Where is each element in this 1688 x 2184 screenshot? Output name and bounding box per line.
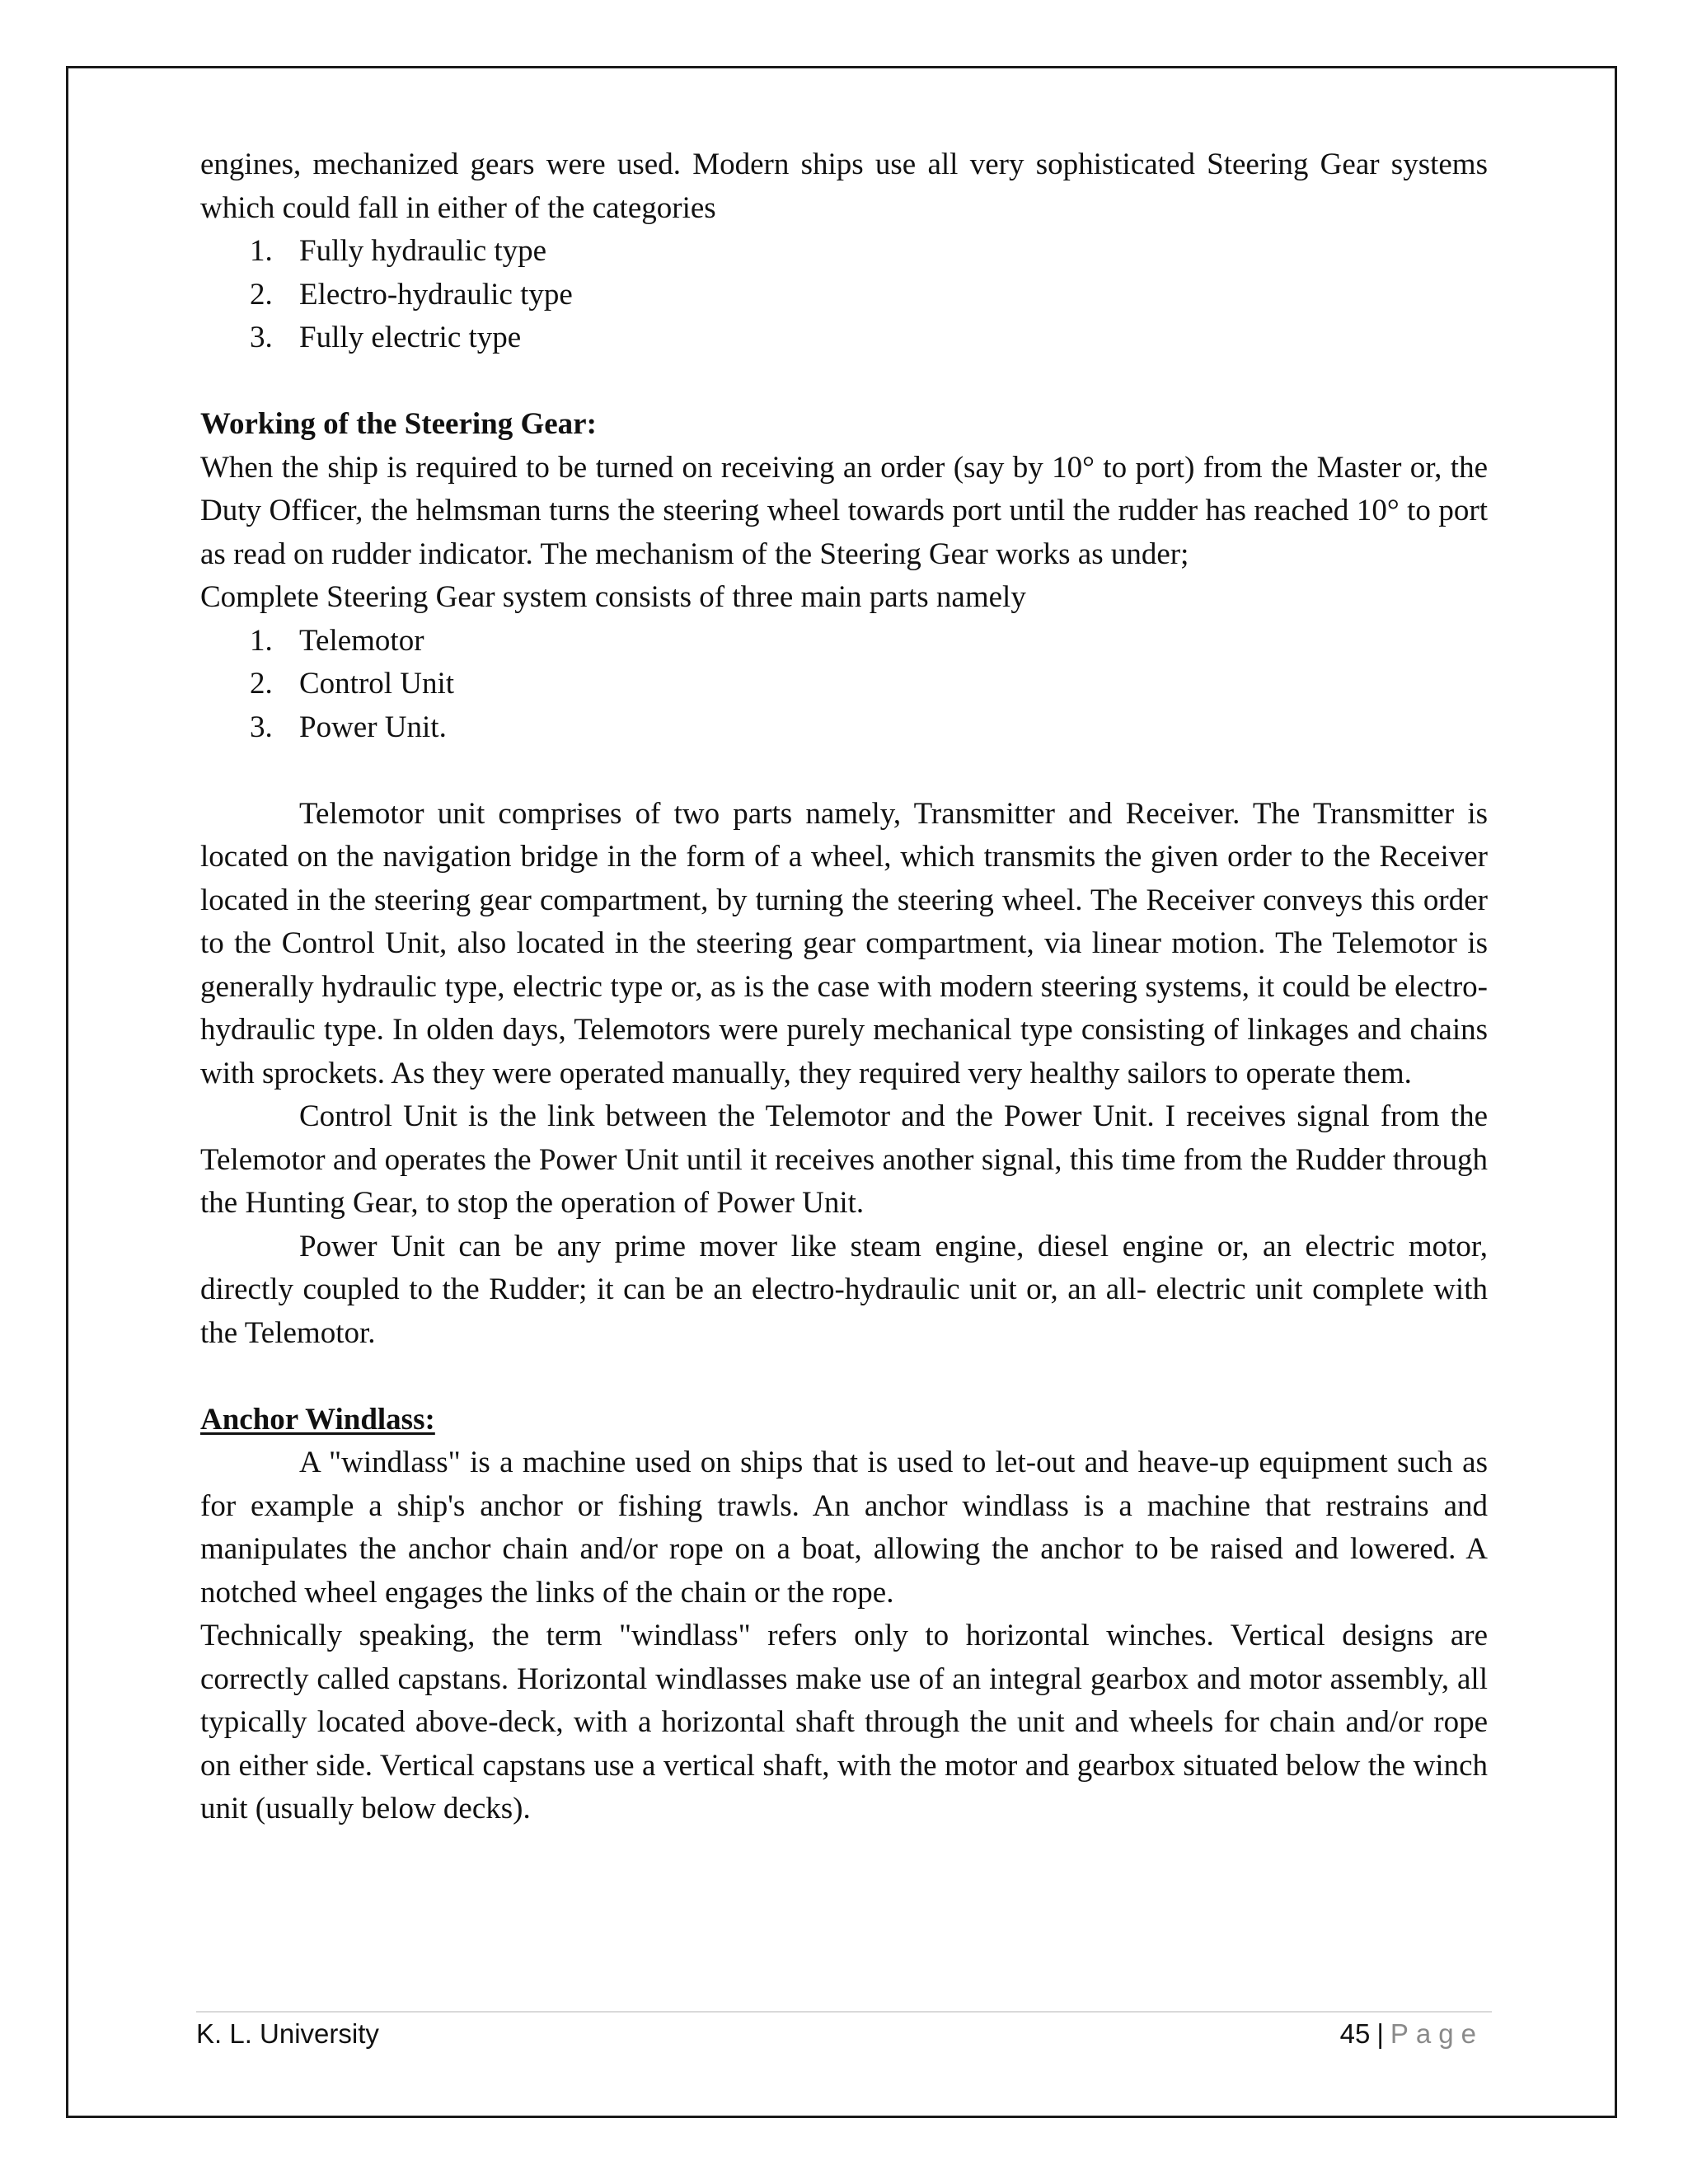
page-number: 45 (1339, 2018, 1371, 2049)
power-unit-paragraph: Power Unit can be any prime mover like steam engine, diesel engine or, an electric motor, directly coupled to the Rudder; it can be an electro-hydraulic unit or, an all- electric unit complete with the Telemotor. (200, 1229, 1488, 1350)
section-heading-anchor-windlass: Anchor Windlass: (200, 1402, 435, 1436)
steering-paragraph-1: When the ship is required to be turned on receiving an order (say by 10° to port) from the Master or, the Duty Officer, the helmsman turns the steering wheel towards port until the rudder has reached 10° to port as read on rudder indicator. The mechanism of the Steering Gear works as under; (200, 450, 1488, 571)
telemotor-paragraph: Telemotor unit comprises of two parts namely, Transmitter and Receiver. The Transmitter is located on the navigation bridge in the form of a wheel, which transmits the given order to the Receiver located in the steering gear compartment, by turning the steering wheel. The Receiver conveys this order to the Control Unit, also located in the steering gear compartment, via linear motion. The Telemotor is generally hydraulic type, electric type or, as is the case with modern steering systems, it could be electro-hydraulic type. In olden days, Telemotors were purely mechanical type consisting of linkages and chains with sprockets. As they were operated manually, they required very healthy sailors to operate them. (200, 796, 1488, 1090)
list-number: 1. (250, 234, 273, 268)
page-label: Page (1390, 2018, 1484, 2049)
list-item-label: Power Unit. (299, 710, 447, 744)
list-number: 3. (250, 321, 273, 354)
windlass-paragraph-2: Technically speaking, the term "windlass" refers only to horizontal winches. Vertical designs are correctly called capstans. Horizontal windlasses make use of an integral gearbox and motor assembly, all typically located above-deck, with a horizontal shaft through the unit and wheels for chain and/or rope on either side. Vertical capstans use a vertical shaft, with the motor and gearbox situated below the winch unit (usually below decks). (200, 1619, 1488, 1825)
list-item-label: Fully hydraulic type (299, 234, 547, 268)
control-unit-paragraph: Control Unit is the link between the Telemotor and the Power Unit. I receives signal from the Telemotor and operates the Power Unit until it receives another signal, this time from the Rudder through the Hunting Gear, to stop the operation of Power Unit. (200, 1099, 1488, 1220)
list-item-label: Electro-hydraulic type (299, 277, 573, 312)
steering-gear-parts-list (200, 620, 1488, 750)
footer-institution: K. L. University (196, 2018, 379, 2049)
list-item-label: Fully electric type (299, 321, 522, 354)
spacer (200, 360, 1488, 404)
steering-gear-types-list (200, 230, 1488, 360)
steering-paragraph-2: Complete Steering Gear system consists of three main parts namely (200, 580, 1026, 614)
intro-paragraph: engines, mechanized gears were used. Modern ships use all very sophisticated Steering Gear systems which could fall in either of the categories (200, 148, 1488, 225)
footer-divider (196, 2011, 1492, 2013)
document-body (200, 143, 1488, 1831)
list-item (250, 230, 1488, 274)
list-item-label: Telemotor (299, 623, 424, 658)
list-number: 2. (250, 667, 273, 701)
spacer (200, 749, 1488, 793)
section-heading-steering-gear: Working of the Steering Gear: (200, 407, 597, 441)
list-number: 3. (250, 710, 273, 744)
list-item-label: Control Unit (299, 667, 455, 701)
windlass-paragraph-1: A "windlass" is a machine used on ships that is used to let-out and heave-up equipment such as for example a ship's anchor or fishing trawls. An anchor windlass is a machine that restrains and manipulates the anchor chain and/or rope on a boat, allowing the anchor to be raised and lowered. A notched wheel engages the links of the chain or the rope. (200, 1446, 1488, 1610)
list-item (250, 316, 1488, 360)
footer-separator: | (1376, 2018, 1384, 2049)
list-number: 1. (250, 623, 273, 658)
list-item (250, 706, 1488, 750)
list-item (250, 274, 1488, 317)
list-number: 2. (250, 277, 273, 312)
list-item (250, 620, 1488, 663)
list-item (250, 663, 1488, 706)
spacer (200, 1355, 1488, 1399)
footer-page-indicator (1340, 2016, 1484, 2052)
